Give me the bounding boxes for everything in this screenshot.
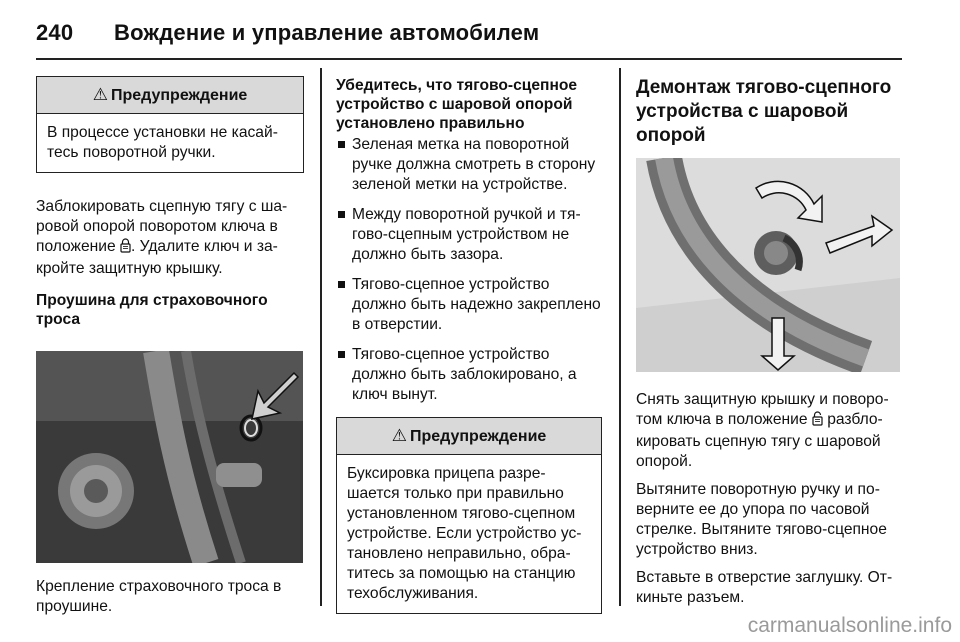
list-item: Тягово-сцепное устройство должно быть заблокировано, а ключ вынут. xyxy=(336,345,602,405)
lock-instruction-paragraph: Заблокировать сцепную тягу с шаровой опорой поворотом ключа в положение . Удалите ключ и закройте защитную крышку. xyxy=(36,198,288,277)
column-divider-1 xyxy=(320,68,322,606)
lock-open-icon xyxy=(812,411,823,432)
page-number: 240 xyxy=(36,20,74,45)
list-item: Зеленая метка на поворотной ручке должна смотреть в сторону зеленой метки на устройстве. xyxy=(336,135,602,195)
check-list xyxy=(336,135,602,405)
pull-rotate-paragraph: Вытяните поворотную ручку и поверните ее до упора по часовой стрелке. Вытяните тягово-сцепное устройство вниз. xyxy=(636,481,887,558)
warning-text: В процессе установки не касайтесь поворотной ручки. xyxy=(47,124,278,161)
removal-title: Демонтаж тягово-сцепного устройства с шаровой опорой xyxy=(636,77,892,146)
column-3 xyxy=(636,76,902,620)
section-title: Вождение и управление автомобилем xyxy=(114,20,540,45)
warning-box-2 xyxy=(336,417,602,614)
column-divider-2 xyxy=(619,68,621,606)
column-2 xyxy=(336,76,602,628)
tow-eye-subheading: Проушина для страховочного троса xyxy=(36,292,268,328)
tow-eye-photo xyxy=(36,351,303,563)
column-1 xyxy=(36,76,304,617)
unlock-paragraph: Снять защитную крышку и поворотом ключа в положение разблокировать сцепную тягу с шаровой опорой. xyxy=(636,391,889,470)
page-header xyxy=(36,20,539,46)
check-intro: Убедитесь, что тягово-сцепное устройство с шаровой опорой установлено правильно xyxy=(336,77,578,132)
warning-text: Буксировка прицепа разрешается только при правильно установленном тягово-сцепном устройстве. Если устройство установлено неправильно, обратитесь за помощью на станцию техобслуживания. xyxy=(347,465,582,602)
list-item: Между поворотной ручкой и тягово-сцепным устройством не должно быть зазора. xyxy=(336,205,602,265)
header-divider xyxy=(36,58,902,60)
warning-title: ⚠ Предупреждение xyxy=(337,418,601,455)
plug-paragraph: Вставьте в отверстие заглушку. Откиньте разъем. xyxy=(636,569,893,606)
warning-title: ⚠ Предупреждение xyxy=(37,77,303,114)
watermark-text: carmanualsonline.info xyxy=(747,614,952,637)
tow-eye-caption: Крепление страховочного троса в проушине. xyxy=(36,578,282,615)
warning-box-1 xyxy=(36,76,304,173)
list-item: Тягово-сцепное устройство должно быть надежно закреплено в отверстии. xyxy=(336,275,602,335)
removal-photo xyxy=(636,158,900,372)
lock-closed-icon xyxy=(120,238,131,259)
warning-triangle-icon: ⚠ xyxy=(92,85,108,104)
warning-triangle-icon: ⚠ xyxy=(391,426,407,445)
